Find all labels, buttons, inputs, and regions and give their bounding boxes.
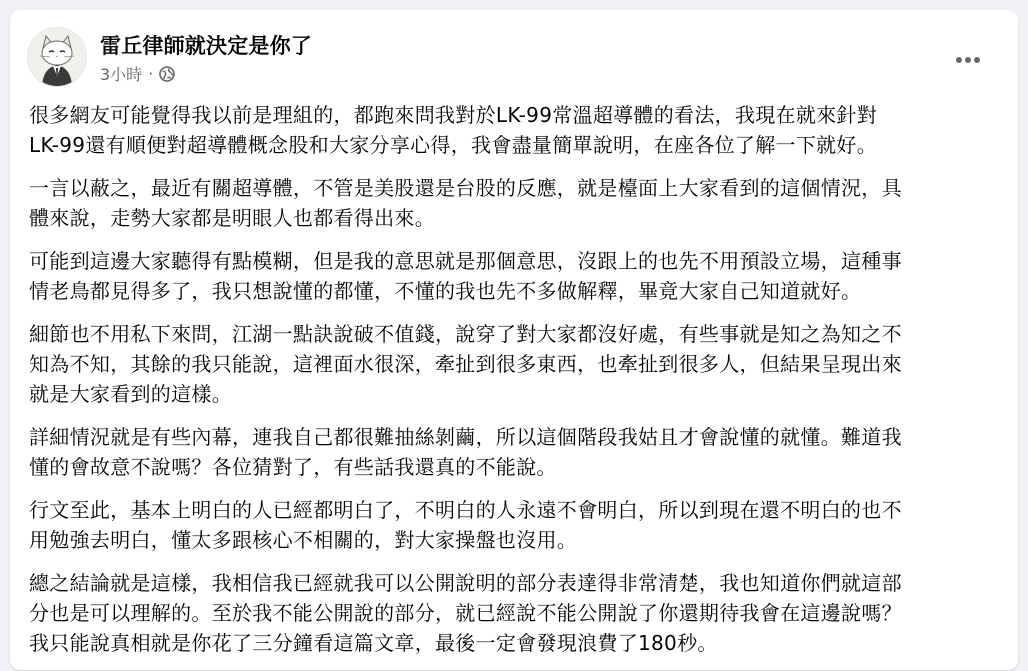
- globe-icon[interactable]: [159, 66, 175, 82]
- cat-avatar-icon[interactable]: [27, 27, 87, 87]
- more-options-icon[interactable]: [953, 45, 983, 75]
- post-meta: [100, 62, 175, 85]
- meta-separator: ·: [148, 64, 154, 83]
- post-body: [29, 100, 1001, 671]
- post-paragraph: 總之結論就是這樣，我相信我已經就我可以公開說明的部分表達得非常清楚，我也知道你們就這部 分也是可以理解的。至於我不能公開說的部分，就已經說不能公開說了你還期待我會在這邊說嗎？ 我只能說真相就是你花了三分鐘看這篇文章，最後一定會發現浪費了180秒。: [29, 571, 902, 655]
- post-paragraph: 很多網友可能覺得我以前是理組的，都跑來問我對於LK-99常溫超導體的看法，我現在就來針對 LK-99還有順便對超導體概念股和大家分享心得，我會盡量簡單說明，在座各位了解一下就好。: [29, 103, 878, 157]
- post-timestamp[interactable]: 3小時: [100, 65, 143, 84]
- author-name[interactable]: 雷丘律師就決定是你了: [100, 34, 312, 58]
- post-paragraph: 細節也不用私下來問，江湖一點訣說破不值錢，說穿了對大家都沒好處，有些事就是知之為知之不 知為不知，其餘的我只能說，這裡面水很深，牽扯到很多東西，也牽扯到很多人，但結果呈現出來 就是大家看到的這樣。: [29, 322, 902, 406]
- post-paragraph: 詳細情況就是有些內幕，連我自己都很難抽絲剝繭，所以這個階段我姑且才會說懂的就懂。難道我 懂的會故意不說嗎？各位猜對了，有些話我還真的不能說。: [29, 425, 902, 479]
- post-paragraph: 行文至此，基本上明白的人已經都明白了，不明白的人永遠不會明白，所以到現在還不明白的也不 用勉強去明白，懂太多跟核心不相關的，對大家操盤也沒用。: [29, 498, 902, 552]
- post-paragraph: 一言以蔽之，最近有關超導體，不管是美股還是台股的反應，就是檯面上大家看到的這個情況，具 體來說，走勢大家都是明眼人也都看得出來。: [29, 176, 902, 230]
- post-card: [10, 10, 1018, 670]
- post-paragraph: 可能到這邊大家聽得有點模糊，但是我的意思就是那個意思，沒跟上的也先不用預設立場，這種事 情老鳥都見得多了，我只想說懂的都懂，不懂的我也先不多做解釋，畢竟大家自己知道就好。: [29, 249, 902, 303]
- post-header: [27, 27, 1001, 87]
